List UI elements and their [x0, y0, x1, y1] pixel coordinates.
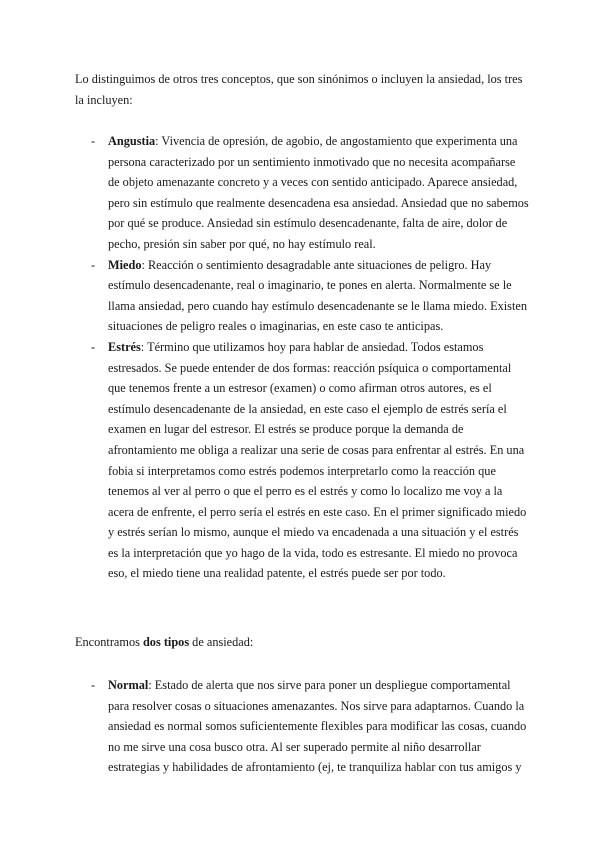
types-intro-after: de ansiedad: [189, 635, 254, 649]
list-item-miedo [75, 255, 530, 337]
definition-normal: : Estado de alerta que nos sirve para poner un despliegue comportamental para resolver cosas o situaciones amenazantes. Nos sirve para adaptarnos. Cuando la ansiedad es normal somos suficientemente flexibles para modificar las cosas, cuando no me sirve una cosa busco otra. Al ser superado permite al niño desarrollar estrategias y habilidades de afrontamiento (ej, te tranquiliza hablar con tus amigos y [108, 678, 527, 775]
definition-miedo: : Reacción o sentimiento desagradable ante situaciones de peligro. Hay estímulo desencadenante, real o imaginario, te pones en alerta. Normalmente se le llama ansiedad, pero cuando hay estímulo desencadenante se le llama miedo. Existen situaciones de peligro reales o imaginarias, en este caso te anticipas. [108, 257, 527, 334]
definition-estres: : Término que utilizamos hoy para hablar de ansiedad. Todos estamos estresados. Se puede entender de dos formas: reacción psíquica o comportamental que tenemos frente a un estresor (examen) o como afirman otros autores, es el estímulo desencadenante de la ansiedad, en este caso el ejemplo de estrés sería el examen en lugar del estresor. El estrés se produce porque la demanda de afrontamiento me obliga a realizar una serie de cosas para enfrentar al estrés. En una fobia si interpretamos como estrés podemos interpretarlo como la reacción que tenemos al ver al perro o que el perro es el estrés y como lo localizo me voy a la acera de enfrente, el perro sería el estrés en este caso. En el primer significado miedo y estrés serían lo mismo, aunque el miedo va encadenada a una situación y el estrés es la interpretación que yo hago de la vida, todo es estresante. El miedo no provoca eso, el miedo tiene una realidad patente, el estrés puede ser por todo. [108, 339, 527, 581]
list-dash: - [91, 134, 96, 148]
list-dash: - [91, 678, 96, 692]
types-intro-before: Encontramos [75, 635, 143, 649]
types-intro-bold: dos tipos [142, 635, 190, 649]
concepts-list [75, 131, 530, 584]
list-item-angustia [75, 131, 530, 255]
types-list [75, 675, 530, 778]
term-miedo: Miedo [108, 257, 142, 272]
list-dash: - [91, 257, 96, 272]
types-intro-paragraph [75, 632, 530, 653]
term-normal: Normal [108, 678, 149, 692]
term-estres: Estrés [108, 339, 141, 354]
list-item-estres [75, 337, 530, 584]
list-dash: - [91, 339, 96, 354]
term-angustia: Angustia [108, 134, 156, 148]
intro-paragraph: Lo distinguimos de otros tres conceptos, que son sinónimos o incluyen la ansiedad, los tres la incluyen: [75, 72, 523, 107]
list-item-normal [75, 675, 530, 778]
definition-angustia: : Vivencia de opresión, de agobio, de angostamiento que experimenta una persona caracterizado por un sentimiento inmotivado que no necesita acompañarse de objeto amenazante concreto y a veces con sentido anticipado. Aparece ansiedad, pero sin estímulo que realmente desencadena esa ansiedad. Ansiedad que no sabemos por qué se produce. Ansiedad sin estímulo desencadenante, falta de aire, dolor de pecho, presión sin saber por qué, no hay estímulo real. [108, 134, 529, 251]
